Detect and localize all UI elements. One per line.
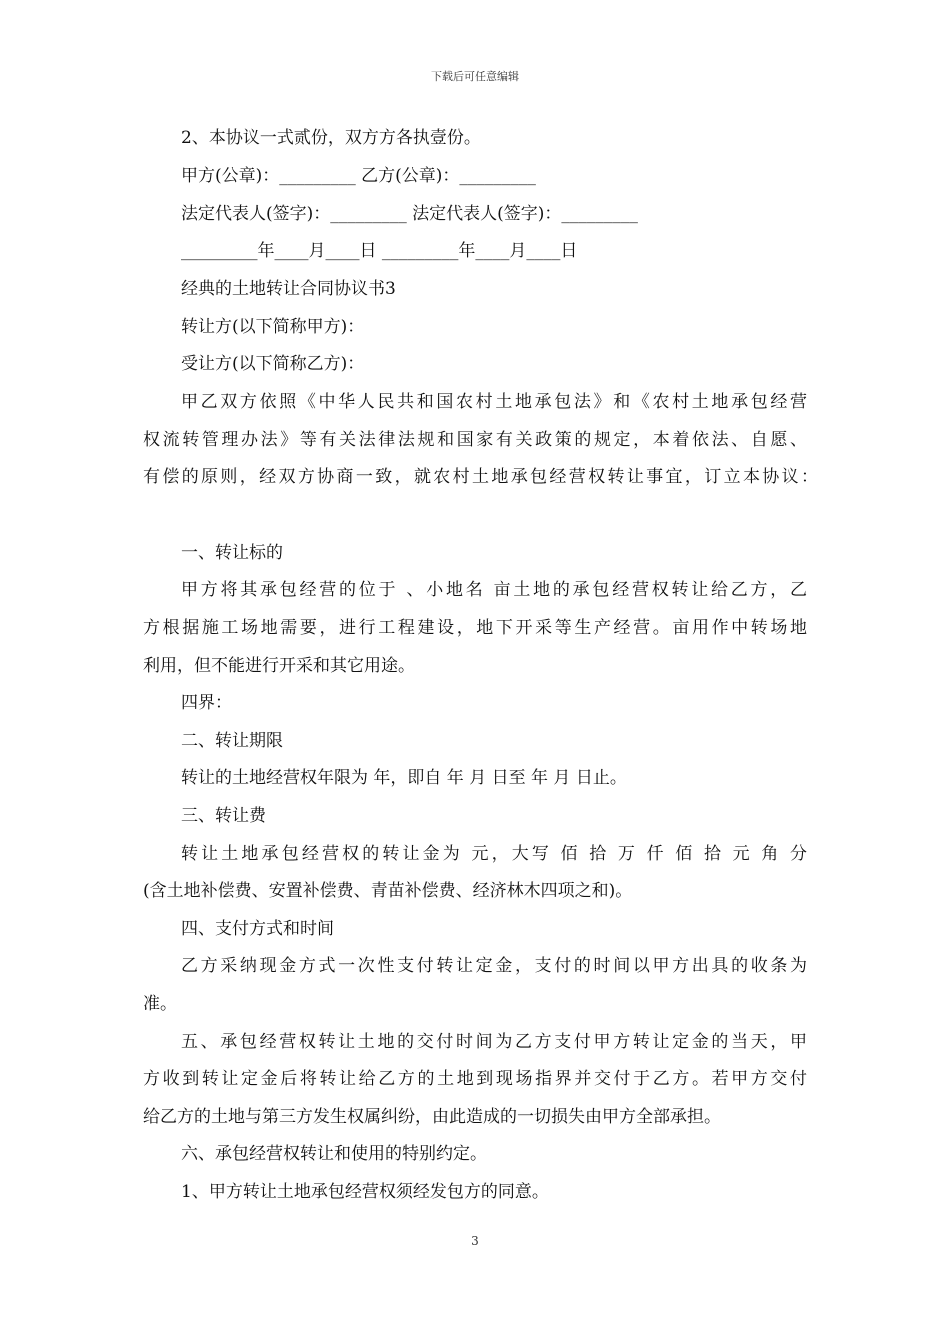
section-5-line-1: 五、承包经营权转让土地的交付时间为乙方支付甲方转让定金的当天，甲	[181, 1032, 807, 1052]
section-3-line-1: 转让土地承包经营权的转让金为 元，大写 佰 拾 万 仟 佰 拾 元 角 分	[181, 844, 807, 864]
signature-date-line: _________年____月____日 _________年____月____日	[181, 241, 578, 261]
section-3-line-2: (含土地补偿费、安置补偿费、青苗补偿费、经济林木四项之和)。	[143, 881, 633, 901]
signature-representative-line: 法定代表人(签字)：_________ 法定代表人(签字)：_________	[181, 204, 638, 224]
section-1-line-3: 利用，但不能进行开采和其它用途。	[143, 656, 415, 676]
boundaries-label: 四界：	[181, 693, 232, 713]
signature-seal-line: 甲方(公章)：_________ 乙方(公章)：_________	[181, 166, 536, 186]
section-5-line-2: 方收到转让定金后将转让给乙方的土地到现场指界并交付于乙方。若甲方交付	[143, 1069, 807, 1089]
section-2-text: 转让的土地经营权年限为 年，即自 年 月 日至 年 月 日止。	[181, 768, 627, 788]
section-4-heading: 四、支付方式和时间	[181, 919, 334, 939]
page-number: 3	[471, 1234, 479, 1248]
section-3-heading: 三、转让费	[181, 806, 266, 826]
section-2-heading: 二、转让期限	[181, 731, 283, 751]
preamble-line-3: 有偿的原则，经双方协商一致，就农村土地承包经营权转让事宜，订立本协议：	[143, 467, 818, 487]
transferee-label: 受让方(以下简称乙方)：	[181, 354, 365, 374]
section-6-item-1: 1、甲方转让土地承包经营权须经发包方的同意。	[181, 1182, 549, 1202]
transferor-label: 转让方(以下简称甲方)：	[181, 317, 365, 337]
contract-title: 经典的土地转让合同协议书3	[181, 279, 396, 299]
page-header: 下载后可任意编辑	[431, 70, 519, 83]
section-1-line-1: 甲方将其承包经营的位于 、小地名 亩土地的承包经营权转让给乙方，乙	[181, 580, 807, 600]
section-1-heading: 一、转让标的	[181, 543, 283, 563]
preamble-line-2: 权流转管理办法》等有关法律法规和国家有关政策的规定，本着依法、自愿、	[143, 430, 807, 450]
section-6-heading: 六、承包经营权转让和使用的特别约定。	[181, 1144, 487, 1164]
clause-2-copies: 2、本协议一式贰份，双方方各执壹份。	[181, 128, 481, 148]
section-4-line-1: 乙方采纳现金方式一次性支付转让定金，支付的时间以甲方出具的收条为	[181, 956, 807, 976]
section-5-line-3: 给乙方的土地与第三方发生权属纠纷，由此造成的一切损失由甲方全部承担。	[143, 1107, 721, 1127]
section-1-line-2: 方根据施工场地需要，进行工程建设，地下开采等生产经营。亩用作中转场地	[143, 618, 807, 638]
section-4-line-2: 准。	[143, 994, 177, 1014]
preamble-line-1: 甲乙双方依照《中华人民共和国农村土地承包法》和《农村土地承包经营	[181, 392, 807, 412]
